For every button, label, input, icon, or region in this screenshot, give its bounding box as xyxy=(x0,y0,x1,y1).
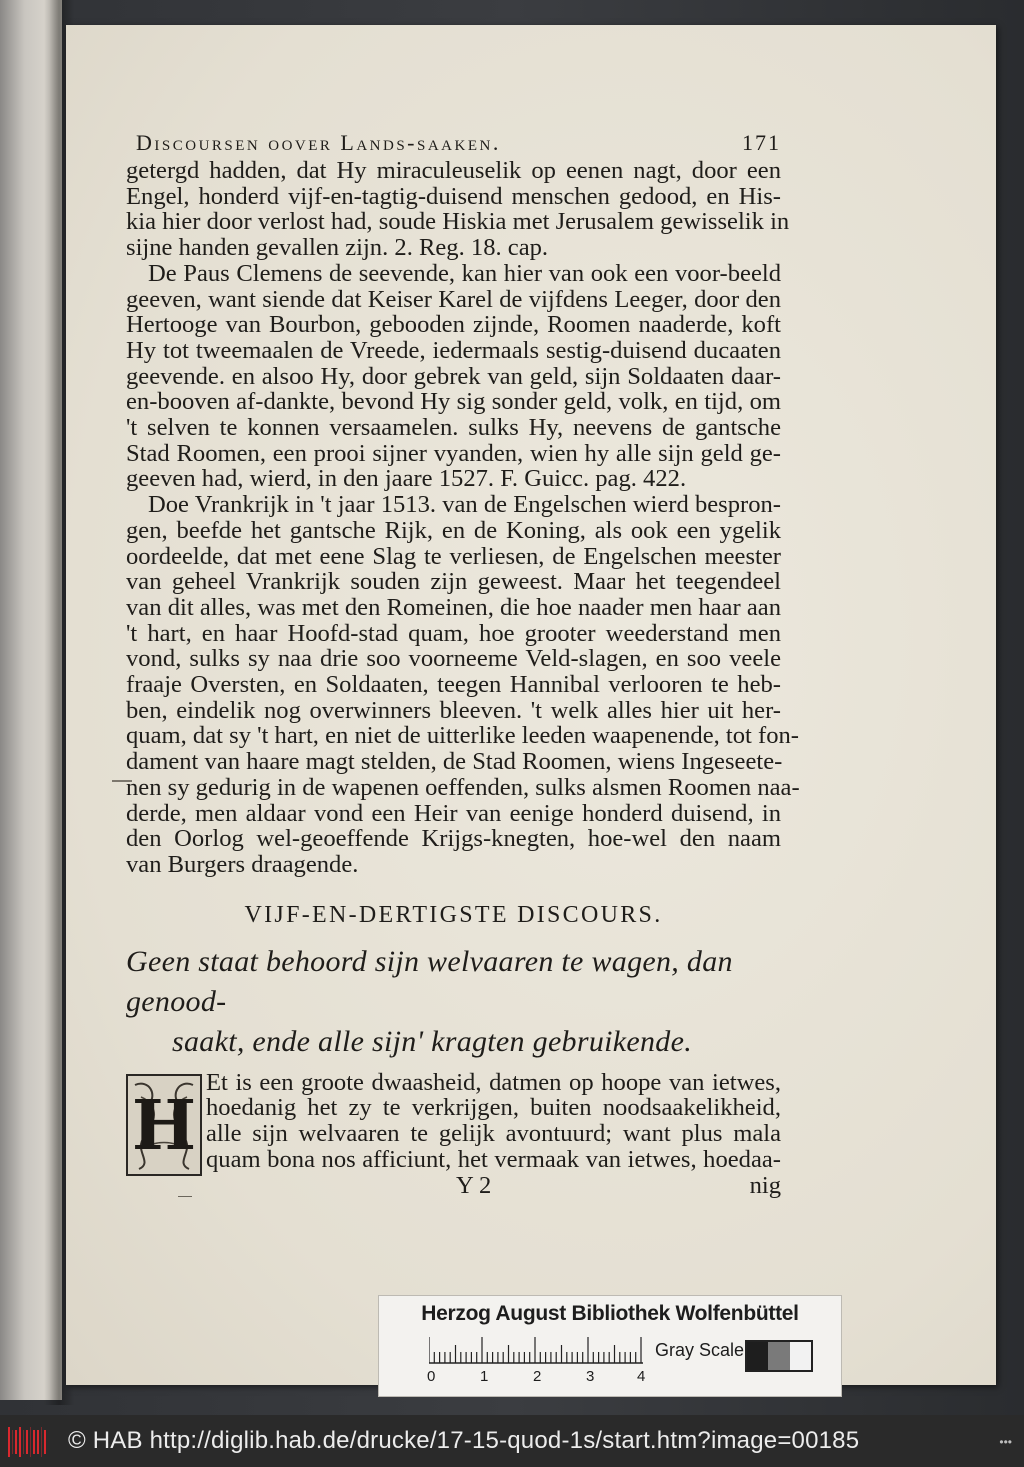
text-line: van dit alles, was met den Romeinen, die hoe naader men haar aan xyxy=(126,593,781,621)
dropcap-letter: H xyxy=(131,1085,197,1166)
copyright-url[interactable]: © HAB http://diglib.hab.de/drucke/17-15-quod-1s/start.htm?image=00185 xyxy=(68,1427,860,1454)
text-line: ben, eindelik nog overwinners bleeven. 't welk alles hier uit her- xyxy=(126,696,781,724)
text-line: nen sy gedurig in de wapenen oeffenden, sulks alsmen Roomen naa- xyxy=(126,773,800,801)
text-line: geevende. en alsoo Hy, door gebrek van geld, sijn Soldaaten daar- xyxy=(126,362,781,390)
gray-swatch xyxy=(790,1342,811,1370)
signature-mark: Y 2 xyxy=(456,1171,492,1199)
text-line: fraaje Oversten, en Soldaaten, teegen Hannibal verlooren te heb- xyxy=(126,671,781,699)
page-number: 171 xyxy=(742,130,781,155)
section-heading: VIJF-EN-DERTIGSTE DISCOURS. xyxy=(244,901,663,928)
text-line: Hy tot tweemaalen de Vreede, iedermaals sestig-duisend ducaaten xyxy=(126,336,781,364)
text-line: gen, beefde het gantsche Rijk, en de Koning, als ook een ygelik xyxy=(126,516,781,544)
text-line: 't hart, en haar Hoofd-stad quam, hoe grooter weederstand men xyxy=(126,619,781,647)
text-line: Engel, honderd vijf-en-tagtig-duisend menschen gedood, en His- xyxy=(126,182,781,210)
ruler-number: 2 xyxy=(533,1368,542,1385)
subtitle-line: saakt, ende alle sijn' kragten gebruikende. xyxy=(172,1024,693,1058)
text-line: geeven, want siende dat Keiser Karel de vijfdens Leeger, door den xyxy=(126,285,781,313)
text-line: en-booven af-dankte, bevond Hy sig sonder geld, volk, en tijd, om xyxy=(126,388,781,416)
ruler-number: 1 xyxy=(480,1368,489,1385)
text-line: alle sijn welvaaren te gelijk avontuurd; want plus mala xyxy=(206,1120,781,1148)
library-name: Herzog August Bibliothek Wolfenbüttel xyxy=(421,1302,799,1325)
text-line: van geheel Vrankrijk souden zijn geweest. Maar het teegendeel xyxy=(126,568,781,596)
text-line: van Burgers draagende. xyxy=(126,850,359,878)
text-line: den Oorlog wel-geoeffende Krijgs-knegten, hoe-wel den naam xyxy=(126,825,781,853)
text-line: geeven had, wierd, in den jaare 1527. F. Guicc. pag. 422. xyxy=(126,465,687,493)
text-line: quam, dat sy 't hart, en niet de uitterlike leeden waapenende, tot fon- xyxy=(126,722,800,750)
text-line: dament van haare magt stelden, de Stad Roomen, wiens Ingeseete- xyxy=(126,748,783,776)
paragraph-4 xyxy=(126,1070,781,1199)
text-line: sijne handen gevallen zijn. 2. Reg. 18. cap. xyxy=(126,234,549,262)
text-line: hoedanig het zy te verkrijgen, buiten noodsaakelikheid, xyxy=(206,1094,781,1122)
text-line: Et is een groote dwaasheid, datmen op hoope van ietwes, xyxy=(206,1068,781,1096)
decorated-initial xyxy=(126,1074,202,1176)
viewer-footer xyxy=(0,1415,1024,1467)
catchword: nig xyxy=(749,1171,781,1199)
paragraph-1 xyxy=(126,157,790,262)
section-subtitle xyxy=(126,942,781,1062)
ruler-number: 4 xyxy=(637,1368,646,1385)
gray-scale-swatches xyxy=(745,1340,813,1372)
gray-swatch xyxy=(768,1342,789,1370)
text-line: vond, sulks sy naa drie soo voorneeme Veld-slagen, en soo veele xyxy=(126,645,781,673)
text-line: getergd hadden, dat Hy miraculeuselik op eenen nagt, door een xyxy=(126,157,781,184)
text-line: oordeelde, dat met eene Slag te verliesen, de Engelschen meester xyxy=(126,542,781,570)
text-line: Stad Roomen, een prooi sijner vyanden, wien hy alle sijn geld ge- xyxy=(126,439,781,467)
ruler-number: 3 xyxy=(586,1368,595,1385)
text-line: Doe Vrankrijk in 't jaar 1513. van de Engelschen wierd bespron- xyxy=(148,491,781,519)
running-head-title: Discoursen oover Lands-saaken. xyxy=(136,130,501,155)
gray-swatch xyxy=(747,1342,768,1370)
text-line: De Paus Clemens de seevende, kan hier van ook een voor-beeld xyxy=(148,259,781,287)
text-line: Hertooge van Bourbon, gebooden zijnde, Roomen naaderde, koft xyxy=(126,311,781,339)
paragraph-2 xyxy=(126,261,781,492)
page-footer-line xyxy=(126,1173,781,1199)
text-line: derde, men aldaar vond een Heir van eenige honderd duisend, in xyxy=(126,799,781,827)
library-label xyxy=(378,1295,842,1397)
hab-logo-icon xyxy=(8,1427,46,1457)
subtitle-line: Geen staat behoord sijn welvaaren te wagen, dan genood- xyxy=(126,944,733,1018)
text-line: kia hier door verlost had, soude Hiskia met Jerusalem gewisselik in xyxy=(126,208,790,236)
scale-ruler xyxy=(429,1336,643,1364)
paragraph-3 xyxy=(126,491,800,878)
ruler-number: 0 xyxy=(427,1368,436,1385)
gray-scale-label: Gray Scale xyxy=(655,1340,745,1360)
text-line: 't selven te konnen versaamelen. sulks Hy, neevens de gantsche xyxy=(126,414,781,442)
ornament-icon xyxy=(129,1077,199,1173)
running-head xyxy=(136,128,781,158)
text-line: quam bona nos afficiunt, het vermaak van ietwes, hoedaa- xyxy=(206,1145,781,1173)
page-text xyxy=(126,128,800,1199)
more-icon[interactable]: ••• xyxy=(999,1435,1012,1449)
